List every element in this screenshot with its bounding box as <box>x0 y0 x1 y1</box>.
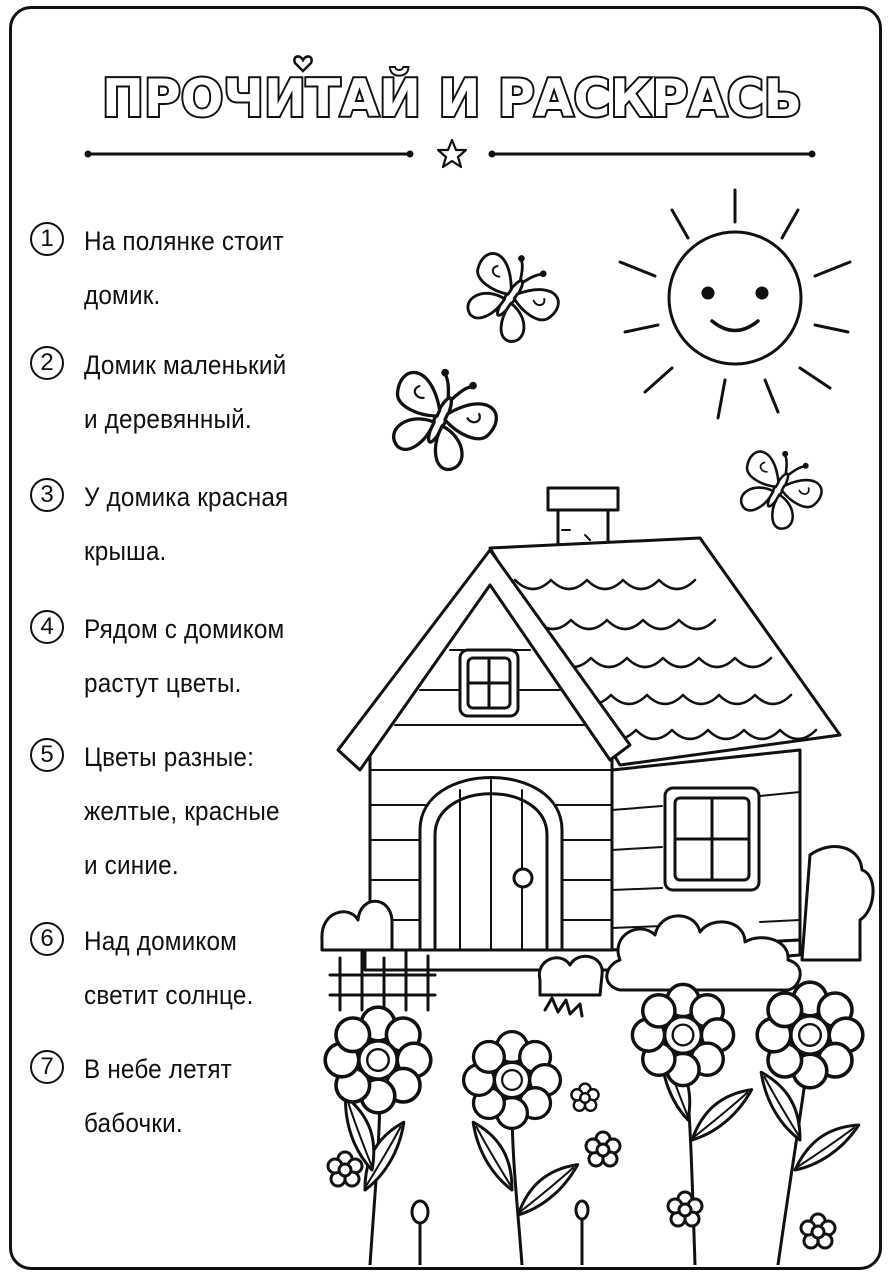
coloring-illustration <box>300 180 880 1265</box>
item-line: крыша. <box>84 536 167 566</box>
house-icon <box>338 488 840 970</box>
butterfly-icon <box>452 239 570 354</box>
item-number: 7 <box>30 1050 64 1084</box>
flower-icon <box>463 1032 578 1265</box>
title-divider <box>80 136 820 172</box>
flower-icon <box>328 1152 362 1186</box>
butterfly-icon <box>375 355 507 480</box>
item-number: 2 <box>30 346 64 380</box>
item-line: Цветы разные: <box>84 742 255 772</box>
flower-icon <box>325 1007 431 1265</box>
item-line: домик. <box>84 280 161 310</box>
item-number: 5 <box>30 738 64 772</box>
item-line: и синие. <box>84 850 179 880</box>
sun-icon <box>620 190 850 418</box>
item-number: 1 <box>30 222 64 256</box>
item-line: растут цветы. <box>84 668 242 698</box>
item-line: светит солнце. <box>84 980 254 1010</box>
item-line: На полянке стоит <box>84 226 284 256</box>
item-line: Над домиком <box>84 926 238 956</box>
item-line: Домик маленький <box>84 350 287 380</box>
item-line: бабочки. <box>84 1108 183 1138</box>
flower-icon <box>668 1192 702 1226</box>
butterfly-icon <box>727 438 831 538</box>
star-icon <box>438 140 466 167</box>
flower-icon <box>586 1132 620 1166</box>
item-line: и деревянный. <box>84 404 252 434</box>
item-line: У домика красная <box>84 482 289 512</box>
item-number: 4 <box>30 610 64 644</box>
flower-icon <box>801 1214 835 1248</box>
flower-icon <box>571 1084 598 1111</box>
item-number: 6 <box>30 922 64 956</box>
item-line: Рядом с домиком <box>84 614 285 644</box>
page-title <box>0 50 895 140</box>
title-text: ПРОЧИТАЙ И РАСКРАСЬ <box>102 69 828 129</box>
item-line: желтые, красные <box>84 796 280 826</box>
item-number: 3 <box>30 478 64 512</box>
item-line: В небе летят <box>84 1054 233 1084</box>
